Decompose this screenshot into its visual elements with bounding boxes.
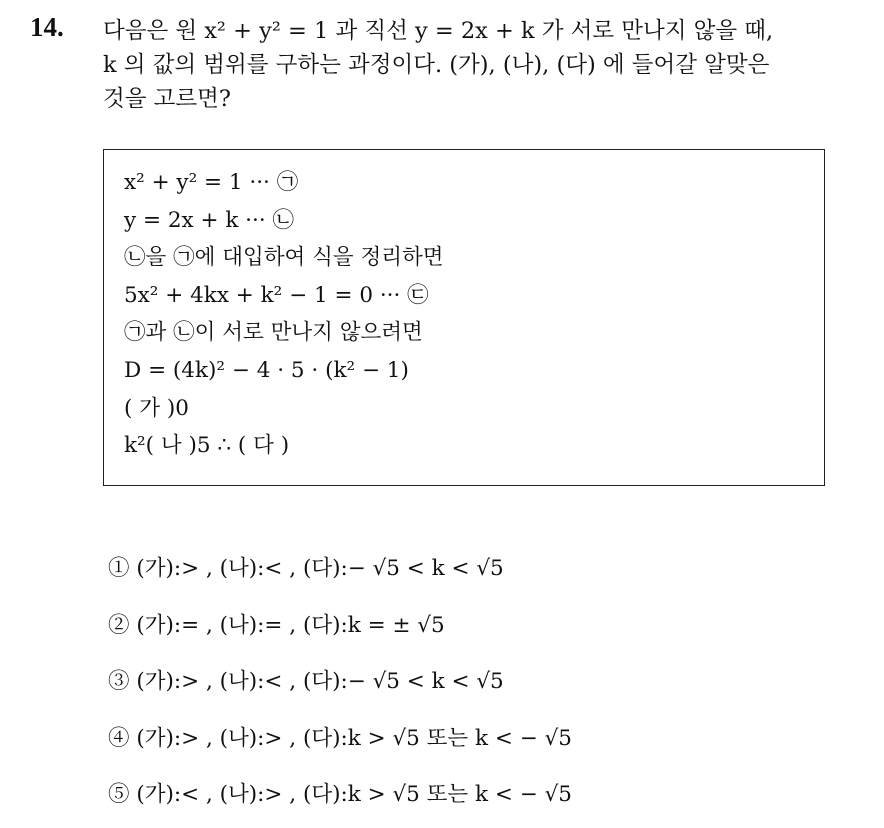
choice-5[interactable]: ⑤ (가):< , (나):> , (다):k > √5 또는 k < − √5 [108, 782, 572, 807]
solution-lines [124, 164, 444, 465]
choice-1[interactable]: ① (가):> , (나):< , (다):− √5 < k < √5 [108, 556, 504, 581]
question-line: 다음은 원 x² + y² = 1 과 직선 y = 2x + k 가 서로 만나지 않을 때, [103, 18, 774, 44]
question-line: k 의 값의 범위를 구하는 과정이다. (가), (나), (다) 에 들어갈 알맞은 [103, 52, 770, 78]
solution-line: ( 가 )0 [124, 395, 189, 421]
solution-line: ㉠과 ㉡이 서로 만나지 않으려면 [124, 320, 423, 346]
solution-line: y = 2x + k ··· ㉡ [124, 207, 295, 233]
solution-line: ㉡을 ㉠에 대입하여 식을 정리하면 [124, 245, 444, 271]
question-line: 것을 고르면? [103, 86, 231, 112]
solution-line: k²( 나 )5 ∴ ( 다 ) [124, 433, 290, 459]
solution-line: 5x² + 4kx + k² − 1 = 0 ··· ㉢ [124, 282, 429, 308]
solution-line: x² + y² = 1 ··· ㉠ [124, 170, 299, 195]
question-text [103, 14, 873, 116]
choice-2[interactable]: ② (가):= , (나):= , (다):k = ± √5 [108, 612, 445, 638]
choice-3[interactable]: ③ (가):> , (나):< , (다):− √5 < k < √5 [108, 669, 504, 694]
solution-box [103, 149, 825, 486]
choice-4[interactable]: ④ (가):> , (나):> , (다):k > √5 또는 k < − √5 [108, 725, 572, 751]
answer-choices [108, 545, 572, 828]
question-number: 14. [30, 12, 64, 42]
solution-line: D = (4k)² − 4 · 5 · (k² − 1) [124, 357, 409, 383]
